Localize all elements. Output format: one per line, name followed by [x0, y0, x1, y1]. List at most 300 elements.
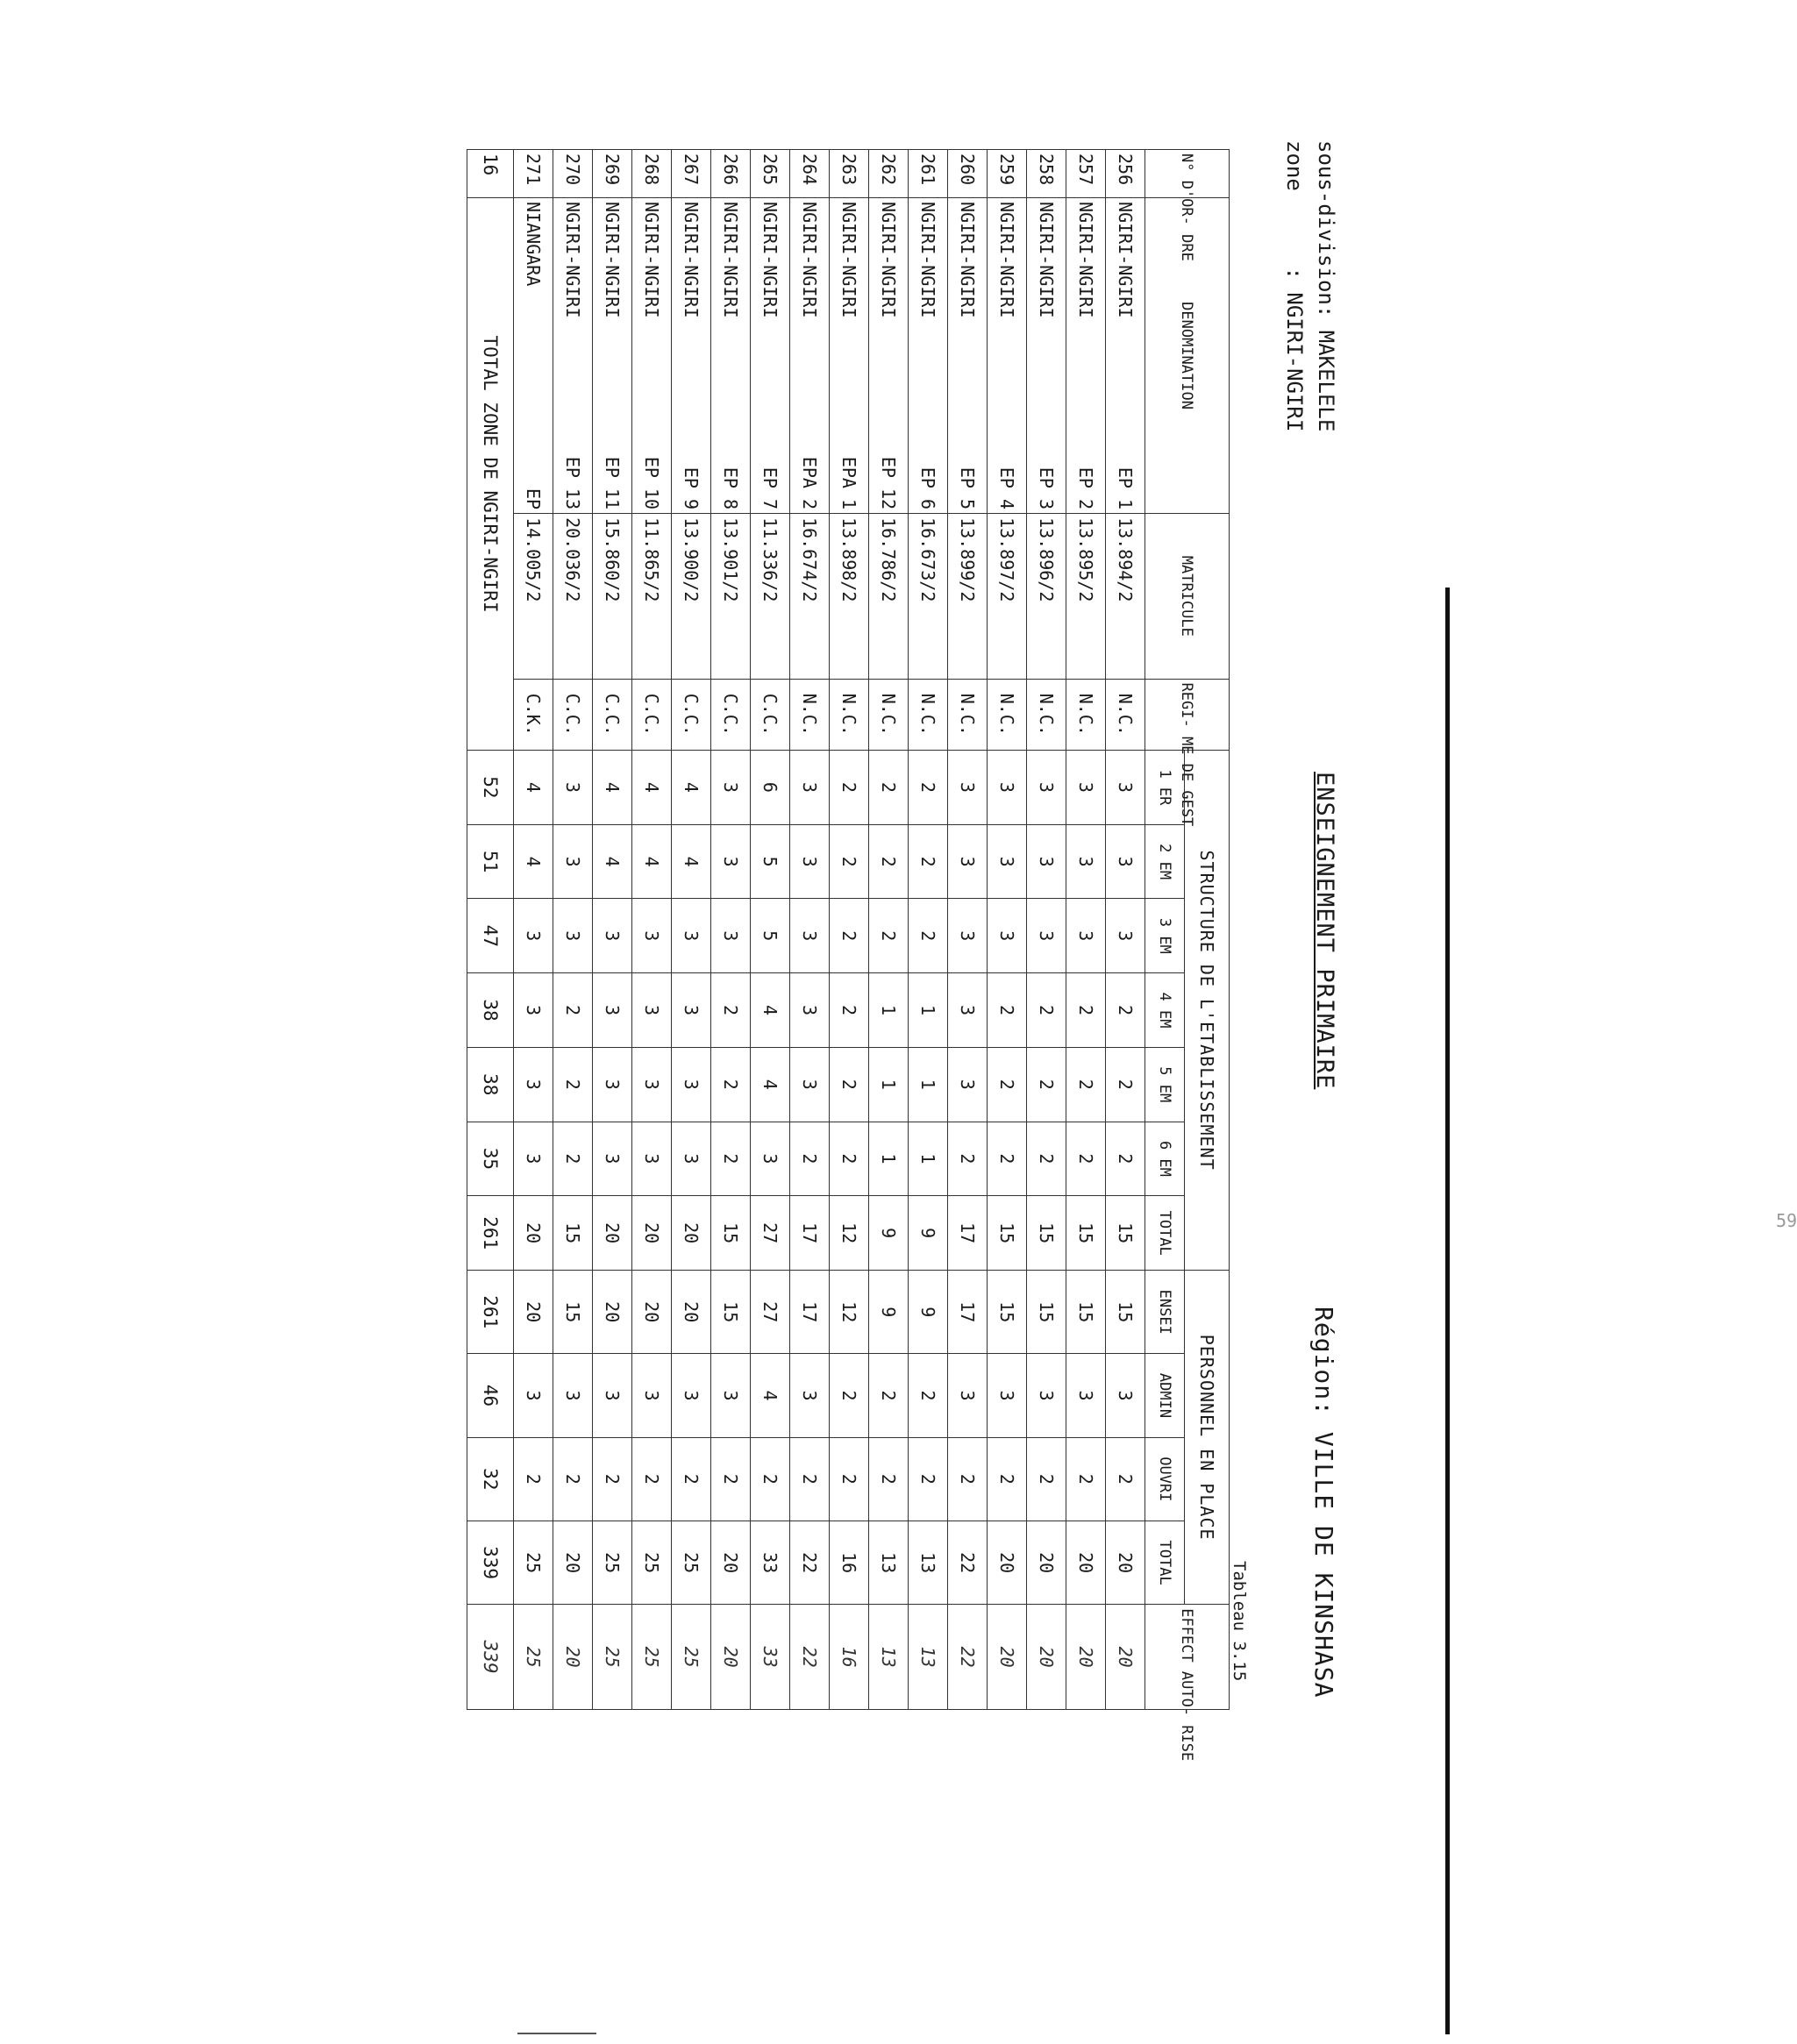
row-enseignants: 9 — [909, 1271, 948, 1354]
row-1er: 2 — [830, 751, 869, 825]
row-5em: 3 — [632, 1047, 672, 1122]
row-4em: 4 — [751, 973, 790, 1048]
row-5em: 3 — [790, 1047, 830, 1122]
col-header-structure-total: TOTAL — [1145, 1196, 1185, 1271]
row-matricule: 16.786/2 — [869, 514, 909, 679]
row-2em: 4 — [593, 824, 632, 899]
row-2em: 2 — [909, 824, 948, 899]
row-denomination — [790, 198, 830, 514]
row-4em: 2 — [1027, 973, 1066, 1048]
row-matricule: 16.673/2 — [909, 514, 948, 679]
row-5em: 4 — [751, 1047, 790, 1122]
row-1er: 3 — [1027, 751, 1066, 825]
row-structure-total: 17 — [948, 1196, 988, 1271]
row-1er: 3 — [711, 751, 751, 825]
col-header-regime: REGI- ME DE GEST — [1145, 679, 1230, 751]
row-3em: 3 — [553, 899, 593, 973]
row-locality: NGIRI-NGIRI — [562, 202, 583, 318]
col-header-denomination: DENOMINATION — [1145, 198, 1230, 514]
row-6em: 3 — [632, 1122, 672, 1196]
row-6em: 2 — [711, 1122, 751, 1196]
row-1er: 4 — [593, 751, 632, 825]
row-1er: 3 — [1066, 751, 1106, 825]
row-regime: C.C. — [751, 679, 790, 751]
row-locality: NGIRI-NGIRI — [681, 202, 702, 318]
row-structure-total: 15 — [1027, 1196, 1066, 1271]
row-structure-total: 12 — [830, 1196, 869, 1271]
row-enseignants: 27 — [751, 1271, 790, 1354]
row-number: 266 — [711, 150, 751, 198]
table-body — [514, 150, 1145, 1710]
row-locality: NGIRI-NGIRI — [1075, 202, 1096, 318]
row-effectif: 20 — [1106, 1605, 1145, 1710]
row-effectif: 25 — [672, 1605, 711, 1710]
row-denomination — [948, 198, 988, 514]
row-6em: 2 — [790, 1122, 830, 1196]
total-6em: 35 — [467, 1122, 514, 1196]
row-4em: 3 — [672, 973, 711, 1048]
table-row — [1027, 150, 1066, 1710]
row-matricule: 15.860/2 — [593, 514, 632, 679]
row-4em: 2 — [988, 973, 1027, 1048]
row-matricule: 13.901/2 — [711, 514, 751, 679]
row-admin: 3 — [632, 1354, 672, 1437]
row-matricule: 16.674/2 — [790, 514, 830, 679]
row-admin: 3 — [514, 1354, 553, 1437]
row-denomination — [869, 198, 909, 514]
row-regime: C.C. — [711, 679, 751, 751]
row-school: EPA 2 — [799, 456, 820, 510]
row-personnel-total: 16 — [830, 1521, 869, 1604]
row-school: EP 13 — [562, 456, 583, 510]
row-enseignants: 15 — [988, 1271, 1027, 1354]
row-personnel-total: 20 — [1066, 1521, 1106, 1604]
row-denomination — [593, 198, 632, 514]
table-row — [514, 150, 553, 1710]
row-3em: 3 — [1106, 899, 1145, 973]
row-1er: 6 — [751, 751, 790, 825]
row-3em: 5 — [751, 899, 790, 973]
row-number: 267 — [672, 150, 711, 198]
row-5em: 3 — [593, 1047, 632, 1122]
row-ouvriers: 2 — [909, 1437, 948, 1521]
row-matricule: 14.005/2 — [514, 514, 553, 679]
row-effectif: 16 — [830, 1605, 869, 1710]
row-1er: 3 — [988, 751, 1027, 825]
row-school: EP 6 — [917, 466, 938, 510]
row-personnel-total: 20 — [1106, 1521, 1145, 1604]
row-ouvriers: 2 — [1027, 1437, 1066, 1521]
row-2em: 3 — [553, 824, 593, 899]
row-matricule: 11.336/2 — [751, 514, 790, 679]
row-personnel-total: 25 — [672, 1521, 711, 1604]
row-denomination — [909, 198, 948, 514]
row-number: 257 — [1066, 150, 1106, 198]
col-header-personnel-total: TOTAL — [1145, 1521, 1185, 1604]
row-6em: 2 — [988, 1122, 1027, 1196]
row-regime: N.C. — [988, 679, 1027, 751]
row-personnel-total: 20 — [988, 1521, 1027, 1604]
total-5em: 38 — [467, 1047, 514, 1122]
total-2em: 51 — [467, 824, 514, 899]
total-4em: 38 — [467, 973, 514, 1048]
row-4em: 3 — [948, 973, 988, 1048]
row-effectif: 20 — [711, 1605, 751, 1710]
row-structure-total: 20 — [514, 1196, 553, 1271]
row-number: 265 — [751, 150, 790, 198]
row-denomination — [711, 198, 751, 514]
row-school: EP 4 — [996, 466, 1017, 510]
row-3em: 3 — [790, 899, 830, 973]
total-structure: 261 — [467, 1196, 514, 1271]
row-4em: 2 — [830, 973, 869, 1048]
row-structure-total: 20 — [632, 1196, 672, 1271]
row-regime: N.C. — [1066, 679, 1106, 751]
row-number: 256 — [1106, 150, 1145, 198]
row-structure-total: 15 — [711, 1196, 751, 1271]
total-row — [467, 150, 514, 1710]
row-regime: C.C. — [553, 679, 593, 751]
row-admin: 3 — [711, 1354, 751, 1437]
row-regime: N.C. — [1027, 679, 1066, 751]
row-number: 264 — [790, 150, 830, 198]
row-3em: 3 — [1027, 899, 1066, 973]
row-number: 270 — [553, 150, 593, 198]
col-header-2em: 2 EM — [1145, 824, 1185, 899]
row-4em: 1 — [869, 973, 909, 1048]
page-number: 59 — [1776, 1210, 1797, 1231]
row-effectif: 13 — [869, 1605, 909, 1710]
row-2em: 3 — [988, 824, 1027, 899]
row-regime: N.C. — [830, 679, 869, 751]
row-school: EP — [523, 488, 544, 510]
row-regime: N.C. — [948, 679, 988, 751]
row-4em: 1 — [909, 973, 948, 1048]
row-2em: 4 — [672, 824, 711, 899]
row-personnel-total: 33 — [751, 1521, 790, 1604]
row-5em: 3 — [672, 1047, 711, 1122]
row-locality: NGIRI-NGIRI — [1115, 202, 1136, 318]
row-school: EP 3 — [1036, 466, 1057, 510]
row-2em: 2 — [869, 824, 909, 899]
row-effectif: 13 — [909, 1605, 948, 1710]
row-denomination — [672, 198, 711, 514]
row-regime: N.C. — [1106, 679, 1145, 751]
col-header-3em: 3 EM — [1145, 899, 1185, 973]
row-school: EP 12 — [878, 456, 899, 510]
row-2em: 3 — [1106, 824, 1145, 899]
row-locality: NGIRI-NGIRI — [641, 202, 662, 318]
col-group-personnel: PERSONNEL EN PLACE — [1185, 1271, 1230, 1605]
row-number: 268 — [632, 150, 672, 198]
row-effectif: 25 — [632, 1605, 672, 1710]
row-matricule: 20.036/2 — [553, 514, 593, 679]
row-5em: 3 — [948, 1047, 988, 1122]
row-effectif: 20 — [553, 1605, 593, 1710]
row-6em: 2 — [1066, 1122, 1106, 1196]
row-denomination — [514, 198, 553, 514]
row-1er: 3 — [553, 751, 593, 825]
row-number: 271 — [514, 150, 553, 198]
row-enseignants: 15 — [711, 1271, 751, 1354]
row-structure-total: 15 — [1066, 1196, 1106, 1271]
total-effectif: 339 — [467, 1605, 514, 1710]
row-number: 261 — [909, 150, 948, 198]
row-enseignants: 17 — [948, 1271, 988, 1354]
row-locality: NGIRI-NGIRI — [759, 202, 781, 318]
row-ouvriers: 2 — [751, 1437, 790, 1521]
row-matricule: 13.898/2 — [830, 514, 869, 679]
table-row — [790, 150, 830, 1710]
row-locality: NGIRI-NGIRI — [917, 202, 938, 318]
row-denomination — [632, 198, 672, 514]
row-4em: 3 — [790, 973, 830, 1048]
row-structure-total: 20 — [593, 1196, 632, 1271]
total-ouvriers: 32 — [467, 1437, 514, 1521]
row-5em: 2 — [988, 1047, 1027, 1122]
table-row — [948, 150, 988, 1710]
row-enseignants: 15 — [1066, 1271, 1106, 1354]
row-matricule: 11.865/2 — [632, 514, 672, 679]
row-structure-total: 20 — [672, 1196, 711, 1271]
row-ouvriers: 2 — [948, 1437, 988, 1521]
row-2em: 3 — [790, 824, 830, 899]
col-header-effectif: EFFECT AUTO- RISE — [1145, 1605, 1230, 1710]
row-4em: 2 — [1106, 973, 1145, 1048]
table-row — [830, 150, 869, 1710]
row-ouvriers: 2 — [553, 1437, 593, 1521]
row-1er: 4 — [514, 751, 553, 825]
row-ouvriers: 2 — [988, 1437, 1027, 1521]
row-personnel-total: 13 — [909, 1521, 948, 1604]
region-label: Région: VILLE DE KINSHASA — [1309, 1307, 1338, 1699]
table-row — [632, 150, 672, 1710]
row-regime: N.C. — [869, 679, 909, 751]
row-locality: NGIRI-NGIRI — [1036, 202, 1057, 318]
row-5em: 2 — [1106, 1047, 1145, 1122]
row-3em: 3 — [988, 899, 1027, 973]
row-6em: 2 — [948, 1122, 988, 1196]
row-admin: 3 — [1106, 1354, 1145, 1437]
row-5em: 3 — [514, 1047, 553, 1122]
row-number: 260 — [948, 150, 988, 198]
row-school: EP 7 — [759, 466, 781, 510]
row-5em: 2 — [711, 1047, 751, 1122]
row-4em: 3 — [514, 973, 553, 1048]
row-4em: 2 — [1066, 973, 1106, 1048]
col-header-5em: 5 EM — [1145, 1047, 1185, 1122]
row-denomination — [830, 198, 869, 514]
row-school: EP 11 — [602, 456, 623, 510]
row-personnel-total: 25 — [632, 1521, 672, 1604]
row-ouvriers: 2 — [830, 1437, 869, 1521]
table-row — [1106, 150, 1145, 1710]
row-6em: 2 — [1027, 1122, 1066, 1196]
row-5em: 2 — [1066, 1047, 1106, 1122]
row-effectif: 22 — [948, 1605, 988, 1710]
row-1er: 3 — [1106, 751, 1145, 825]
row-denomination — [553, 198, 593, 514]
row-enseignants: 20 — [632, 1271, 672, 1354]
row-6em: 2 — [1106, 1122, 1145, 1196]
row-admin: 2 — [909, 1354, 948, 1437]
row-ouvriers: 2 — [869, 1437, 909, 1521]
row-ouvriers: 2 — [672, 1437, 711, 1521]
table-row — [593, 150, 632, 1710]
row-2em: 4 — [632, 824, 672, 899]
row-1er: 3 — [790, 751, 830, 825]
table-row — [909, 150, 948, 1710]
row-enseignants: 9 — [869, 1271, 909, 1354]
row-6em: 1 — [869, 1122, 909, 1196]
row-6em: 3 — [593, 1122, 632, 1196]
row-regime: C.K. — [514, 679, 553, 751]
row-school: EP 9 — [681, 466, 702, 510]
row-school: EP 8 — [720, 466, 741, 510]
row-3em: 3 — [514, 899, 553, 973]
row-effectif: 20 — [988, 1605, 1027, 1710]
row-admin: 3 — [948, 1354, 988, 1437]
row-admin: 3 — [1027, 1354, 1066, 1437]
total-count: 16 — [467, 150, 514, 198]
row-admin: 3 — [790, 1354, 830, 1437]
row-3em: 3 — [1066, 899, 1106, 973]
row-5em: 2 — [553, 1047, 593, 1122]
total-personnel: 339 — [467, 1521, 514, 1604]
row-admin: 3 — [553, 1354, 593, 1437]
row-matricule: 13.900/2 — [672, 514, 711, 679]
row-school: EP 10 — [641, 456, 662, 510]
row-enseignants: 15 — [1106, 1271, 1145, 1354]
row-4em: 2 — [553, 973, 593, 1048]
tableau-label: Tableau 3.15 — [1230, 1561, 1249, 1682]
row-school: EP 1 — [1115, 466, 1136, 510]
row-effectif: 25 — [514, 1605, 553, 1710]
col-header-matricule: MATRICULE — [1145, 514, 1230, 679]
row-matricule: 13.896/2 — [1027, 514, 1066, 679]
row-6em: 2 — [553, 1122, 593, 1196]
row-admin: 3 — [988, 1354, 1027, 1437]
row-5em: 2 — [830, 1047, 869, 1122]
row-locality: NGIRI-NGIRI — [957, 202, 978, 318]
row-ouvriers: 2 — [1106, 1437, 1145, 1521]
row-4em: 3 — [593, 973, 632, 1048]
col-header-enseignants: ENSEI — [1145, 1271, 1185, 1354]
col-header-no: N° D'OR- DRE — [1145, 150, 1230, 198]
row-number: 259 — [988, 150, 1027, 198]
row-locality: NGIRI-NGIRI — [720, 202, 741, 318]
sous-division-label: sous-division: MAKELELE — [1314, 140, 1338, 432]
total-label: TOTAL ZONE DE NGIRI-NGIRI — [467, 198, 514, 751]
table-header — [1145, 150, 1230, 1762]
row-6em: 3 — [514, 1122, 553, 1196]
row-locality: NGIRI-NGIRI — [996, 202, 1017, 318]
row-locality: NGIRI-NGIRI — [602, 202, 623, 318]
row-admin: 3 — [1066, 1354, 1106, 1437]
row-denomination — [1027, 198, 1066, 514]
row-personnel-total: 13 — [869, 1521, 909, 1604]
row-effectif: 33 — [751, 1605, 790, 1710]
row-3em: 3 — [672, 899, 711, 973]
row-1er: 3 — [948, 751, 988, 825]
row-denomination — [1106, 198, 1145, 514]
row-admin: 4 — [751, 1354, 790, 1437]
row-matricule: 13.894/2 — [1106, 514, 1145, 679]
row-school: EP 5 — [957, 466, 978, 510]
row-enseignants: 17 — [790, 1271, 830, 1354]
table-row — [1066, 150, 1106, 1710]
row-5em: 1 — [909, 1047, 948, 1122]
zone-label: zone : NGIRI-NGIRI — [1282, 140, 1307, 432]
row-4em: 2 — [711, 973, 751, 1048]
row-matricule: 13.899/2 — [948, 514, 988, 679]
col-group-structure: STRUCTURE DE L'ETABLISSEMENT — [1185, 751, 1230, 1271]
table-row — [711, 150, 751, 1710]
row-effectif: 20 — [1066, 1605, 1106, 1710]
row-ouvriers: 2 — [711, 1437, 751, 1521]
table-row — [988, 150, 1027, 1710]
row-locality: NGIRI-NGIRI — [878, 202, 899, 318]
row-enseignants: 20 — [593, 1271, 632, 1354]
row-personnel-total: 25 — [514, 1521, 553, 1604]
row-2em: 5 — [751, 824, 790, 899]
row-3em: 3 — [632, 899, 672, 973]
row-5em: 1 — [869, 1047, 909, 1122]
row-enseignants: 20 — [672, 1271, 711, 1354]
row-matricule: 13.897/2 — [988, 514, 1027, 679]
page-title: ENSEIGNEMENT PRIMAIRE — [1311, 772, 1338, 1090]
row-personnel-total: 22 — [948, 1521, 988, 1604]
row-1er: 2 — [869, 751, 909, 825]
row-enseignants: 12 — [830, 1271, 869, 1354]
total-3em: 47 — [467, 899, 514, 973]
row-5em: 2 — [1027, 1047, 1066, 1122]
row-2em: 2 — [830, 824, 869, 899]
row-personnel-total: 25 — [593, 1521, 632, 1604]
row-2em: 3 — [1066, 824, 1106, 899]
row-personnel-total: 20 — [711, 1521, 751, 1604]
total-1er: 52 — [467, 751, 514, 825]
row-structure-total: 17 — [790, 1196, 830, 1271]
row-number: 258 — [1027, 150, 1066, 198]
row-locality: NGIRI-NGIRI — [799, 202, 820, 318]
row-effectif: 22 — [790, 1605, 830, 1710]
table-row — [869, 150, 909, 1710]
row-number: 263 — [830, 150, 869, 198]
row-regime: N.C. — [909, 679, 948, 751]
row-ouvriers: 2 — [1066, 1437, 1106, 1521]
row-4em: 3 — [632, 973, 672, 1048]
row-locality: NGIRI-NGIRI — [838, 202, 859, 318]
row-matricule: 13.895/2 — [1066, 514, 1106, 679]
row-denomination — [751, 198, 790, 514]
row-ouvriers: 2 — [514, 1437, 553, 1521]
row-2em: 3 — [1027, 824, 1066, 899]
row-3em: 3 — [593, 899, 632, 973]
row-6em: 1 — [909, 1122, 948, 1196]
col-header-admin: ADMIN — [1145, 1354, 1185, 1437]
table-row — [751, 150, 790, 1710]
row-regime: N.C. — [790, 679, 830, 751]
row-6em: 3 — [751, 1122, 790, 1196]
row-admin: 2 — [830, 1354, 869, 1437]
table-row — [672, 150, 711, 1710]
row-locality: NIANGARA — [523, 202, 544, 287]
col-header-6em: 6 EM — [1145, 1122, 1185, 1196]
row-ouvriers: 2 — [790, 1437, 830, 1521]
row-school: EP 2 — [1075, 466, 1096, 510]
row-1er: 4 — [672, 751, 711, 825]
